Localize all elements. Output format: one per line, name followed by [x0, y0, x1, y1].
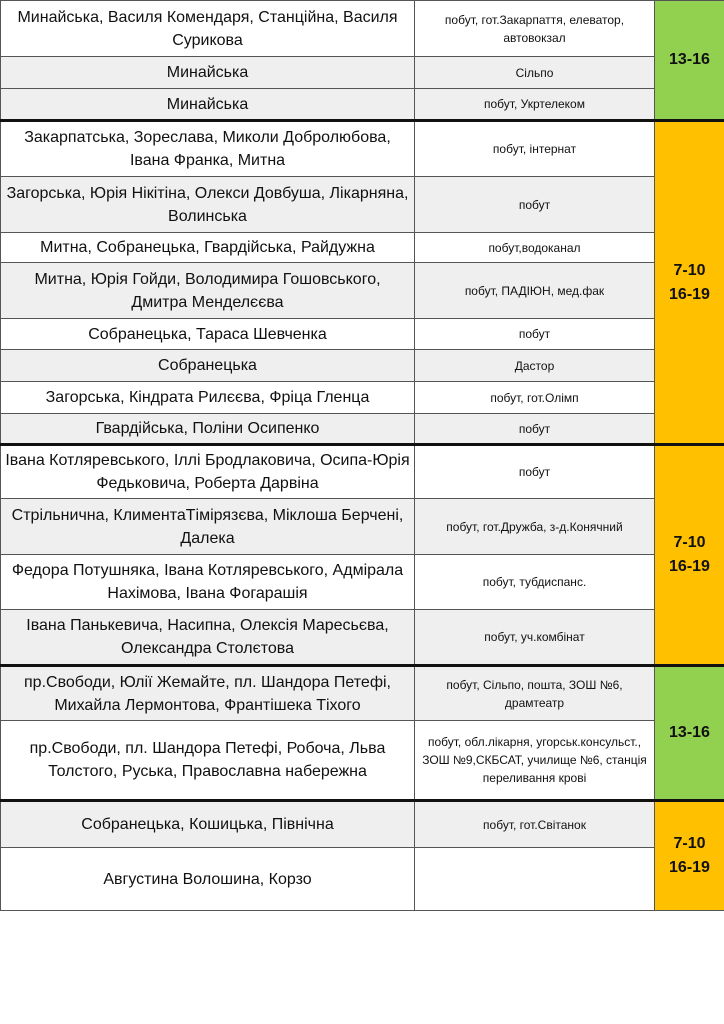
- streets-cell: Загорська, Юрія Нікітіна, Олекси Довбуша, Лікарняна, Волинська: [1, 177, 415, 233]
- objects-cell: побут, гот.Дружба, з-д.Конячний: [415, 499, 655, 555]
- time-slot-cell: [655, 121, 724, 445]
- time-slot-cell: [655, 666, 724, 801]
- time-slot-cell: [655, 801, 724, 911]
- time-slot-cell: [655, 445, 724, 666]
- streets-cell: Митна, Собранецька, Гвардійська, Райдужна: [1, 233, 415, 263]
- objects-cell: побут, Укртелеком: [415, 89, 655, 121]
- objects-cell: побут: [415, 445, 655, 499]
- table-row: [1, 666, 724, 721]
- streets-cell: Собранецька, Кошицька, Північна: [1, 801, 415, 848]
- time-range: 7-10: [673, 534, 706, 551]
- streets-cell: Собранецька, Тараса Шевченка: [1, 319, 415, 350]
- objects-cell: Дастор: [415, 350, 655, 382]
- table-row: [1, 1, 724, 57]
- objects-cell: побут: [415, 319, 655, 350]
- time-range: 16-19: [669, 558, 710, 575]
- objects-cell: побут: [415, 414, 655, 445]
- objects-cell: побут, ПАДІЮН, мед.фак: [415, 263, 655, 319]
- objects-cell: побут, інтернат: [415, 121, 655, 177]
- objects-cell: побут, тубдиспанс.: [415, 555, 655, 610]
- table-row: [1, 499, 724, 555]
- time-range: 16-19: [669, 285, 710, 303]
- time-range: 7-10: [673, 835, 706, 852]
- objects-cell: побут,водоканал: [415, 233, 655, 263]
- streets-cell: Закарпатська, Зореслава, Миколи Добролюбова, Івана Франка, Митна: [1, 121, 415, 177]
- time-slot-cell: [655, 1, 724, 121]
- objects-cell: побут: [415, 177, 655, 233]
- table-row: [1, 848, 724, 911]
- streets-cell: Минайська: [1, 89, 415, 121]
- table-row: [1, 263, 724, 319]
- table-row: [1, 382, 724, 414]
- streets-cell: пр.Свободи, Юлії Жемайте, пл. Шандора Петефі, Михайла Лермонтова, Франтішека Тіхого: [1, 666, 415, 721]
- time-range: 13-16: [669, 51, 710, 68]
- streets-cell: пр.Свободи, пл. Шандора Петефі, Робоча, Льва Толстого, Руська, Православна набережна: [1, 721, 415, 801]
- objects-cell: побут, обл.лікарня, угорськ.консульст., ЗОШ №9,СКБСАТ, училище №6, станція переливання крові: [415, 721, 655, 801]
- objects-cell: Сільпо: [415, 57, 655, 89]
- objects-cell: побут, уч.комбінат: [415, 610, 655, 666]
- objects-cell: побут, гот.Світанок: [415, 801, 655, 848]
- streets-cell: Стрільнична, КлиментаТімірязєва, Міклоша Берчені, Далека: [1, 499, 415, 555]
- objects-cell: побут, Сільпо, пошта, ЗОШ №6, драмтеатр: [415, 666, 655, 721]
- table-row: [1, 445, 724, 499]
- table-row: [1, 350, 724, 382]
- table-row: [1, 721, 724, 801]
- table-row: [1, 177, 724, 233]
- objects-cell: [415, 848, 655, 911]
- objects-cell: побут, гот.Закарпаття, елеватор, автовокзал: [415, 1, 655, 57]
- time-range: 16-19: [669, 859, 710, 876]
- table-row: [1, 233, 724, 263]
- table-row: [1, 319, 724, 350]
- streets-cell: Собранецька: [1, 350, 415, 382]
- table-row: [1, 121, 724, 177]
- streets-cell: Гвардійська, Поліни Осипенко: [1, 414, 415, 445]
- time-range: 7-10: [673, 261, 706, 279]
- table-row: [1, 610, 724, 666]
- table-row: [1, 555, 724, 610]
- table-row: [1, 57, 724, 89]
- streets-cell: Загорська, Кіндрата Рилєєва, Фріца Гленца: [1, 382, 415, 414]
- streets-cell: Августина Волошина, Корзо: [1, 848, 415, 911]
- streets-cell: Івана Котляревського, Іллі Бродлаковича, Осипа-Юрія Федьковича, Роберта Дарвіна: [1, 445, 415, 499]
- streets-cell: Минайська, Василя Комендаря, Станційна, Василя Сурикова: [1, 1, 415, 57]
- streets-cell: Митна, Юрія Гойди, Володимира Гошовського, Дмитра Менделєєва: [1, 263, 415, 319]
- streets-cell: Федора Потушняка, Івана Котляревського, Адмірала Нахімова, Івана Фогарашія: [1, 555, 415, 610]
- streets-cell: Минайська: [1, 57, 415, 89]
- table-row: [1, 89, 724, 121]
- streets-cell: Івана Панькевича, Насипна, Олексія Маресьєва, Олександра Столєтова: [1, 610, 415, 666]
- objects-cell: побут, гот.Олімп: [415, 382, 655, 414]
- time-range: 13-16: [669, 724, 710, 741]
- table-row: [1, 414, 724, 445]
- table-row: [1, 801, 724, 848]
